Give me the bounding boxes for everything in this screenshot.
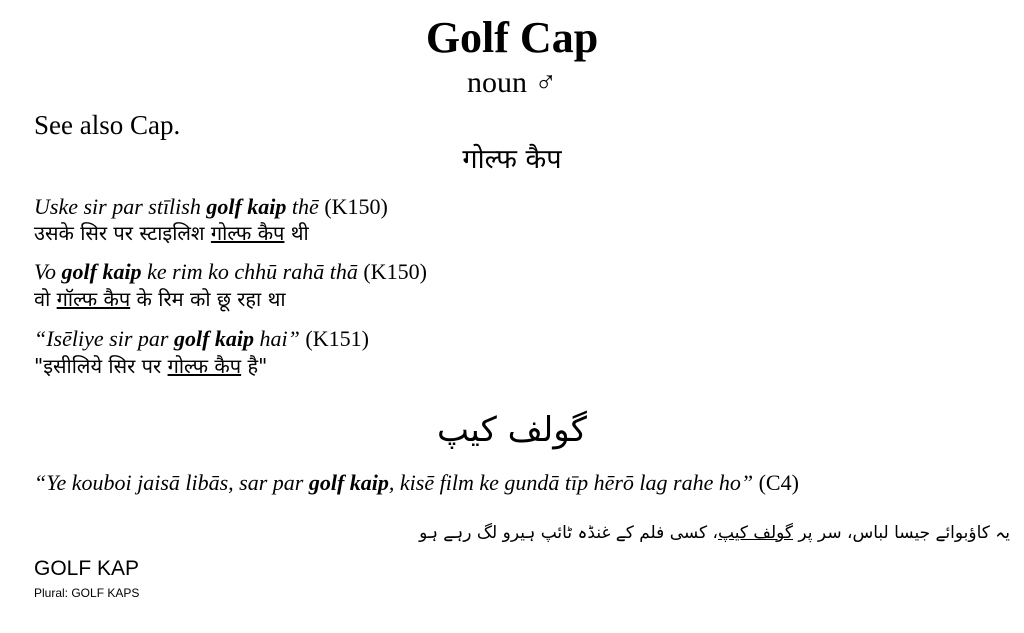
see-also-note: See also Cap. xyxy=(34,110,181,140)
example-hindi: वो गॉल्फ कैप के रिम को छू रहा था xyxy=(34,287,286,311)
example-romanized: Uske sir par stīlish golf kaip thē (K150) xyxy=(34,194,388,219)
example-urdu: یہ کاؤبوائے جیسا لباس، سر پر گولف کیپ، کسی فلم کے غنڈہ ٹائپ ہیرو لگ رہے ہو xyxy=(419,523,1010,543)
example-romanized: “Ye kouboi jaisā libās, sar par golf kaip, kisē film ke gundā tīp hērō lag rahe ho” (C4) xyxy=(34,470,799,495)
hindi-headword: गोल्फ कैप xyxy=(462,144,562,175)
variant-spelling: GOLF KAP xyxy=(34,557,140,580)
entry-title: Golf Cap xyxy=(425,13,599,62)
example-romanized: “Isēliye sir par golf kaip hai” (K151) xyxy=(34,326,369,351)
example-hindi: "इसीलिये सिर पर गोल्फ कैप है" xyxy=(34,354,268,378)
urdu-headword: گولف کیپ xyxy=(437,410,587,450)
plural-form: Plural: GOLF KAPS xyxy=(34,586,140,600)
example-romanized: Vo golf kaip ke rim ko chhū rahā thā (K150) xyxy=(34,259,427,284)
part-of-speech: noun ♂ xyxy=(467,66,557,99)
example-hindi: उसके सिर पर स्टाइलिश गोल्फ कैप थी xyxy=(34,221,309,245)
